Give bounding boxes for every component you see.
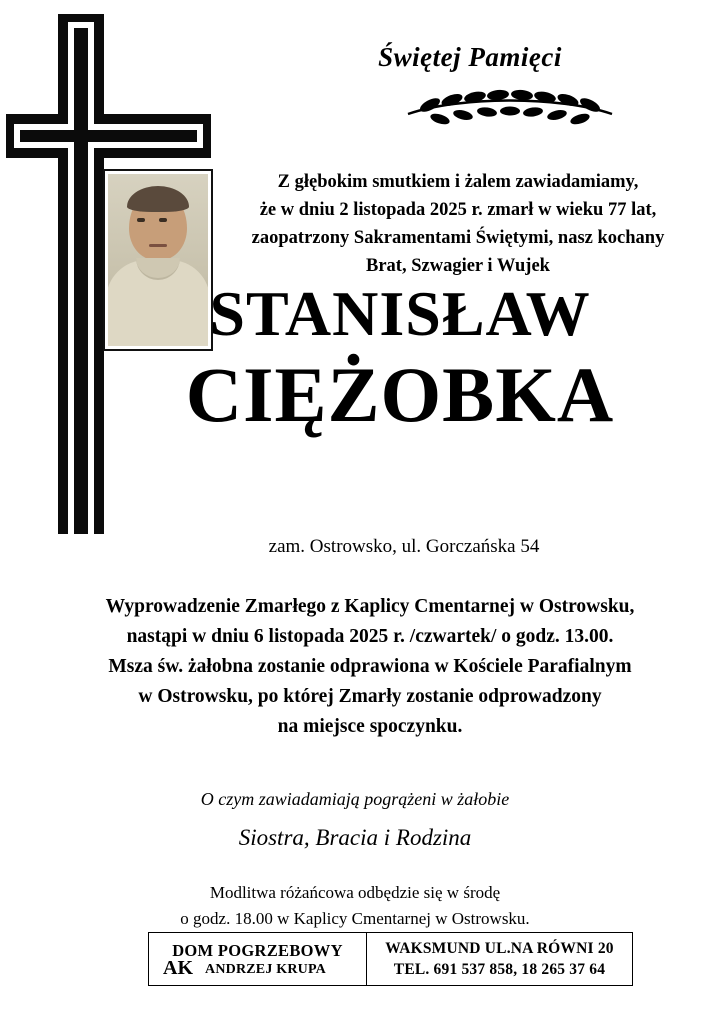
ceremony-line-1: Wyprowadzenie Zmarłego z Kaplicy Cmentarnej w Ostrowsku, — [105, 596, 635, 617]
memorial-phrase: Świętej Pamięci — [378, 42, 562, 72]
portrait-eye-right — [159, 218, 167, 222]
rosary-line-2: o godz. 18.00 w Kaplicy Cmentarnej w Ostrowsku. — [180, 909, 530, 928]
deceased-name — [110, 278, 690, 438]
deceased-last-name: CIĘŻOBKA — [185, 351, 615, 438]
laurel-branch-icon — [400, 84, 620, 132]
announcement-line-1: Z głębokim smutkiem i żalem zawiadamiamy, — [277, 172, 639, 192]
announcement-line-3: zaopatrzony Sakramentami Świętymi, nasz kochany — [251, 228, 665, 248]
deceased-first-name: STANISŁAW — [209, 278, 591, 349]
rosary-info — [120, 880, 590, 932]
ceremony-line-4: w Ostrowsku, po której Zmarły zostanie odprowadzony — [138, 686, 602, 707]
cross-horizontal-core — [20, 130, 197, 142]
ceremony-line-5: na miejsce spoczynku. — [277, 716, 463, 737]
rosary-line-1: Modlitwa różańcowa odbędzie się w środę — [209, 883, 501, 902]
portrait-mouth — [149, 244, 167, 247]
ceremony-line-2: nastąpi w dniu 6 listopada 2025 r. /czwartek/ o godz. 13.00. — [126, 626, 614, 647]
portrait-eye-left — [137, 218, 145, 222]
funeral-home-brand — [149, 933, 367, 985]
funeral-home-phones: TEL. 691 537 858, 18 265 37 64 — [393, 960, 606, 978]
deceased-address: zam. Ostrowsko, ul. Gorczańska 54 — [268, 536, 540, 557]
funeral-home-contact — [367, 933, 632, 985]
funeral-home-title: DOM POGRZEBOWY — [172, 940, 343, 960]
ceremony-line-3: Msza św. żałobna zostanie odprawiona w Kościele Parafialnym — [108, 656, 632, 677]
announcement-line-4: Brat, Szwagier i Wujek — [366, 256, 550, 276]
announcement-line-2: że w dniu 2 listopada 2025 r. zmarł w wieku 77 lat, — [259, 200, 657, 220]
mourners-family: Siostra, Bracia i Rodzina — [238, 825, 472, 850]
announcement-text — [228, 168, 688, 280]
funeral-home-address: WAKSMUND UL.NA RÓWNI 20 — [385, 939, 614, 957]
funeral-home-monogram-icon: AK — [163, 957, 193, 979]
mourners-notice: O czym zawiadamiają pogrążeni w żałobie — [200, 789, 510, 809]
funeral-home-footer — [148, 932, 633, 986]
funeral-home-owner: ANDRZEJ KRUPA — [205, 961, 326, 977]
ceremony-details — [70, 592, 670, 742]
